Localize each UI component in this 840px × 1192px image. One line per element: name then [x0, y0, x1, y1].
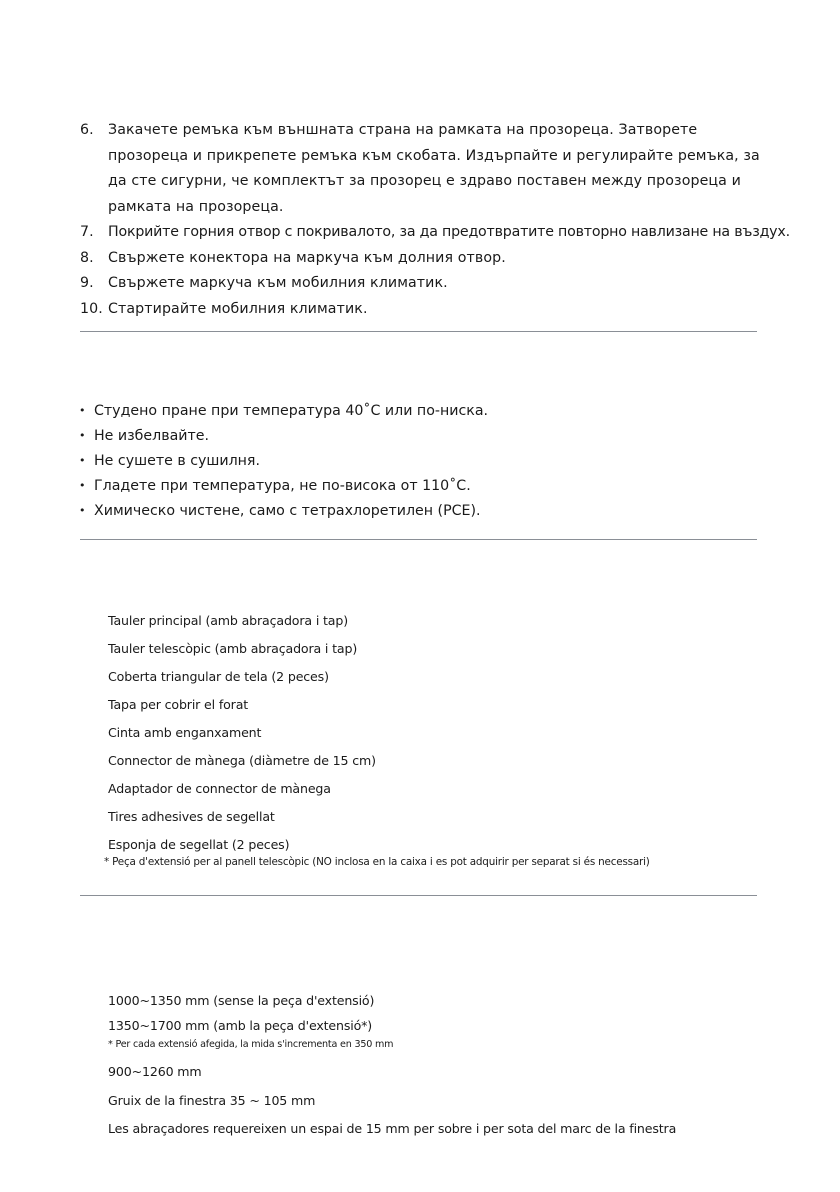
bullet: • — [79, 503, 86, 517]
section-divider — [80, 895, 757, 896]
package-contents-list — [108, 607, 748, 859]
list-item: Cinta amb enganxament — [108, 725, 262, 740]
step-text: Закачете ремъка към външната страна на рамката на прозореца. Затворете прозореца и прикрепете ремъка към скобата. Издърпайте и регулирайте ремъка, за да сте сигурни, че комплектът за прозорец е здраво поставен между прозореца и рамката на прозореца. — [108, 122, 760, 215]
installation-steps-list — [80, 118, 790, 322]
list-item: Tapa per cobrir el forat — [108, 697, 249, 712]
extension-increment-note: * Per cada extensió afegida, la mida s'incrementa en 350 mm — [108, 1039, 394, 1050]
list-item: Esponja de segellat (2 peces) — [108, 837, 290, 852]
extension-footnote: * Peça d'extensió per al panell telescòpic (NO inclosa en la caixa i es pot adquirir per separat si és necessari) — [104, 856, 650, 868]
list-item — [79, 424, 759, 449]
spec-width-without-extension: 1000~1350 mm (sense la peça d'extensió) — [108, 993, 375, 1008]
spec-height-range: 900~1260 mm — [108, 1064, 202, 1079]
list-item: Tauler telescòpic (amb abraçadora i tap) — [108, 641, 358, 656]
step-item — [80, 246, 760, 272]
list-item — [79, 499, 759, 524]
list-item — [79, 449, 759, 474]
care-instructions-list — [79, 399, 759, 524]
step-number: 6. — [80, 122, 94, 138]
list-item: Tires adhesives de segellat — [108, 809, 275, 824]
bullet: • — [79, 404, 86, 417]
section-divider — [80, 539, 757, 540]
section-divider — [80, 331, 757, 332]
step-number: 9. — [80, 275, 94, 291]
step-item — [80, 271, 760, 297]
step-item — [80, 297, 760, 323]
list-item: Connector de mànega (diàmetre de 15 cm) — [108, 753, 376, 768]
step-text: Свържете конектора на маркуча към долния отвор. — [108, 249, 506, 266]
step-item — [80, 118, 760, 220]
care-text: Студено пране при температура 40˚C или по-ниска. — [94, 403, 489, 419]
care-text: Не сушете в сушилня. — [94, 452, 260, 469]
list-item: Adaptador de connector de mànega — [108, 781, 331, 796]
spec-window-thickness: Gruix de la finestra 35 ~ 105 mm — [108, 1093, 316, 1108]
bullet: • — [79, 428, 86, 442]
step-number: 7. — [80, 224, 94, 240]
care-text: Химическо чистене, само с тетрахлоретилен (PCE). — [94, 502, 481, 519]
spec-clamp-clearance: Les abraçadores requereixen un espai de 15 mm per sobre i per sota del marc de la finestra — [108, 1121, 677, 1136]
step-item — [80, 220, 790, 246]
step-text: Стартирайте мобилния климатик. — [108, 300, 368, 317]
step-number: 10. — [80, 300, 103, 317]
bullet: • — [79, 453, 86, 467]
care-text: Не избелвайте. — [94, 427, 209, 444]
list-item: Coberta triangular de tela (2 peces) — [108, 669, 329, 684]
spec-width-with-extension: 1350~1700 mm (amb la peça d'extensió*) — [108, 1018, 373, 1033]
bullet: • — [79, 478, 86, 492]
care-text: Гладете при температура, не по-висока от 110˚C. — [94, 477, 471, 494]
list-item — [79, 474, 759, 499]
list-item — [79, 399, 759, 424]
list-item: Tauler principal (amb abraçadora i tap) — [108, 613, 348, 628]
step-number: 8. — [80, 249, 94, 266]
step-text: Свържете маркуча към мобилния климатик. — [108, 275, 448, 291]
step-text: Покрийте горния отвор с покривалото, за да предотвратите повторно навлизане на въздух. — [108, 224, 790, 240]
